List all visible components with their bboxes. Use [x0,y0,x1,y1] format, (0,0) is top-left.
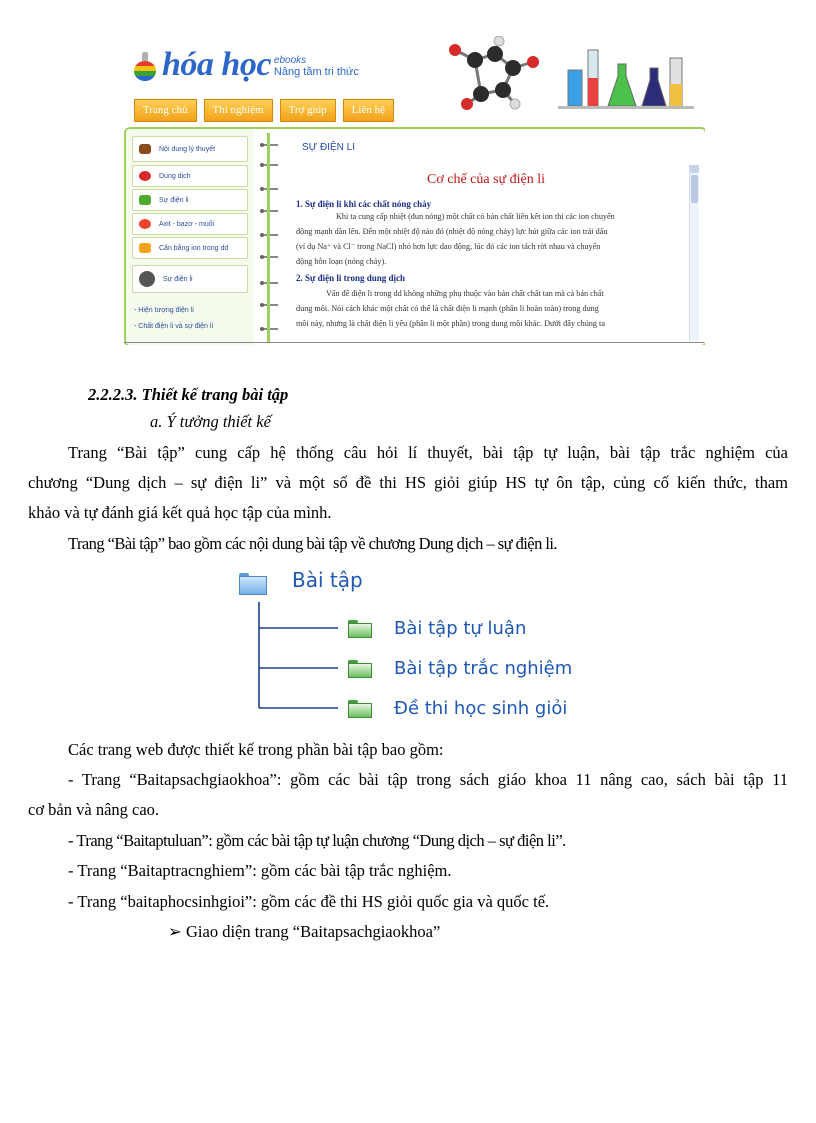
diagram-child-label: Đề thi học sinh giỏi [394,698,568,719]
fruit-icon [139,243,151,253]
sidebar-label: Dung dịch [159,172,191,180]
list-item-continuation: cơ bản và nâng cao. [28,800,160,819]
logo-title: hóa học [162,46,271,83]
paragraph-line: chương “Dung dịch – sự điện li” và một số đề thi HS giỏi giúp HS tự ôn tập, củng cố kiến thức, tham [28,473,788,492]
logo-tagline: Nâng tầm tri thức [273,66,359,78]
flask-icon [134,52,156,82]
paragraph: Các trang web được thiết kế trong phần bài tập bao gồm: [68,740,444,759]
content-paragraph-line: Khi ta cung cấp nhiệt (đun nóng) một chất có bản chất liên kết ion thì các ion chuyển [336,212,615,221]
sidebar-item-ion-equilibrium[interactable] [132,237,248,259]
sidebar-label: Axit - bazơ - muối [159,220,215,228]
site-logo [134,42,359,82]
content-heading: Cơ chế của sự điện li [426,172,545,187]
nav-contact[interactable]: Liên hệ [343,99,394,122]
nav-help[interactable]: Trợ giúp [280,99,336,122]
screenshot-bottom-border [124,342,704,343]
molecule-icon [139,271,155,287]
paragraph: Trang “Bài tập” bao gồm các nội dung bài tập về chương Dung dịch – sự điện li. [68,534,557,553]
folder-icon [348,620,372,638]
sidebar-label: Cân bằng ion trong dd [159,244,229,252]
caption-bullet: ➢ [168,922,182,941]
list-item: - Trang “Baitaptuluan”: gồm các bài tập tự luận chương “Dung dịch – sự điện li”. [68,831,566,850]
website-screenshot [112,36,705,345]
list-item: - Trang “Baitapsachgiaokhoa”: gồm các bài tập trong sách giáo khoa 11 nâng cao, sách bài tập 11 [68,770,788,789]
figure-caption: Giao diện trang “Baitapsachgiaokhoa” [186,922,441,941]
site-sidebar [126,129,254,345]
content-paragraph-line: động mạnh dần lên. Đến một nhiệt độ nào đó (nhiệt độ nóng chảy) lực hút giữa các ion trái dấu [296,227,608,236]
content-paragraph-line: (ví dụ Na⁺ và Cl⁻ trong NaCl) nhỏ hơn lực dao động, lúc đó các ion tách rời nhau và chuyển [296,242,601,251]
sidebar-item-acid-base[interactable] [132,213,248,235]
content-section-title: SỰ ĐIỆN LI [302,142,355,153]
content-paragraph-line: môi này, nhưng là chất điện li yếu (phân li một phần) trong dung môi khác. Dưới đây chúng ta [296,319,605,328]
sidebar-label: Nội dung lý thuyết [159,145,216,153]
exercise-folder-diagram [236,568,576,728]
diagram-child-label: Bài tập tự luận [394,618,527,639]
sidebar-item-electrolysis-2[interactable] [132,265,248,293]
nav-experiments[interactable]: Thí nghiệm [204,99,273,122]
folder-icon [348,700,372,718]
sidebar-label: Sự điện li [159,196,189,204]
content-scrollbar[interactable] [689,165,699,341]
content-subheading: 1. Sự điện li khi các chất nóng chảy [296,199,432,209]
glassware-illustration [550,40,700,110]
leaf-icon [139,195,151,205]
content-panel [286,129,698,345]
content-subheading: 2. Sự điện li trong dung dịch [296,273,406,283]
scroll-thumb[interactable] [691,175,698,203]
content-paragraph-line: động hỗn loạn (nóng chảy). [296,257,387,266]
books-icon [139,144,151,154]
molecule-illustration [437,36,547,111]
paragraph-line: Trang “Bài tập” cung cấp hệ thống câu hỏi lí thuyết, bài tập tự luận, bài tập trắc nghiệm của [68,443,788,462]
tomato-icon [139,219,151,229]
cherry-icon [139,171,151,181]
logo-sub-label: ebooks [273,55,307,66]
sidebar-item-theory[interactable] [132,136,248,162]
site-nav [134,99,394,122]
nav-home[interactable]: Trang chủ [134,99,197,122]
sidebar-item-electrolysis[interactable] [132,189,248,211]
diagram-child-label: Bài tập trắc nghiệm [394,658,573,679]
paragraph-line: khảo và tự đánh giá kết quả học tập của mình. [28,503,332,522]
scroll-up-icon[interactable] [690,165,699,173]
folder-icon [348,660,372,678]
list-item: - Trang “baitaphocsinhgioi”: gồm các đề thi HS giỏi quốc gia và quốc tế. [68,892,550,911]
diagram-root-label: Bài tập [292,568,363,592]
sidebar-subitem[interactable]: - Hiện tượng điện li [134,307,194,314]
folder-icon [239,573,267,595]
list-item: - Trang “Baitaptracnghiem”: gồm các bài tập trắc nghiệm. [68,861,452,880]
sub-heading: a. Ý tưởng thiết kế [150,412,271,431]
section-heading: 2.2.2.3. Thiết kế trang bài tập [88,385,289,404]
content-frame [124,127,705,345]
sidebar-item-solution[interactable] [132,165,248,187]
sidebar-label: Sự điện li [163,275,193,283]
content-paragraph-line: Vấn đề điện li trong dd không những phụ thuộc vào bản chất chất tan mà cả bản chất [326,289,604,298]
content-paragraph-line: dung môi. Nói cách khác một chất có thể là chất điện li mạnh (phân li hoàn toàn) trong dung [296,304,599,313]
sidebar-subitem[interactable]: - Chất điện li và sự điện li [134,323,213,330]
notebook-spiral [258,133,280,343]
